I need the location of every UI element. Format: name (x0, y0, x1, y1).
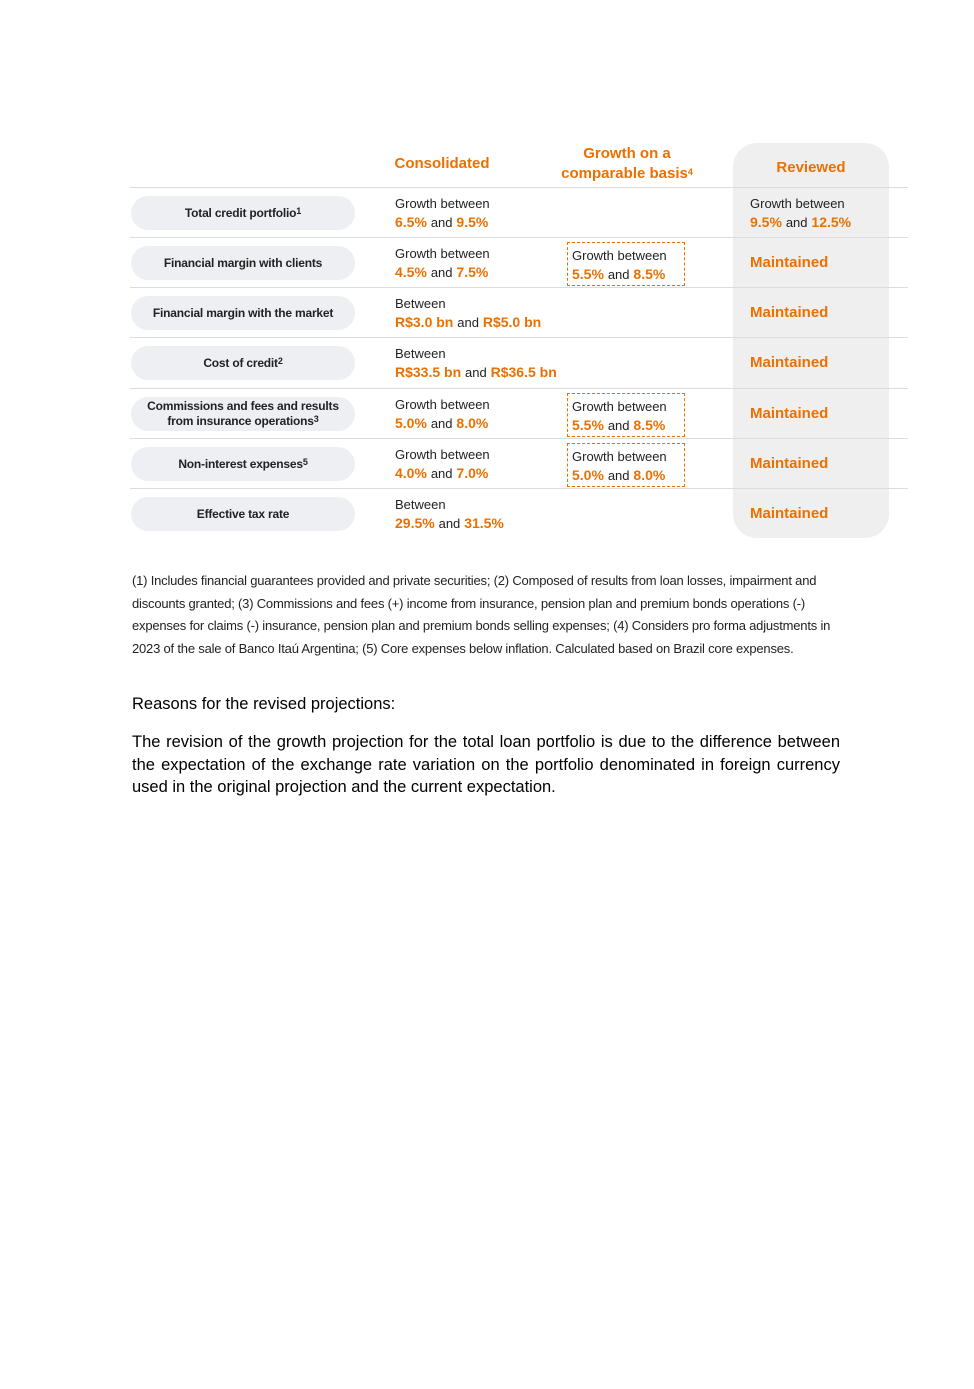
row-label: Financial margin with clients (131, 246, 355, 280)
table-row-commissions-fees (0, 389, 974, 439)
row-label: Effective tax rate (131, 497, 355, 531)
consolidated-value: Growth between 6.5% and 9.5% (395, 196, 490, 230)
comparable-value-box: Growth between 5.5% and 8.5% (567, 393, 685, 437)
reviewed-value: Maintained (750, 455, 829, 472)
comparable-value-box: Growth between 5.5% and 8.5% (567, 242, 685, 286)
reviewed-value: Growth between 9.5% and 12.5% (750, 196, 852, 230)
comparable-value-box: Growth between 5.0% and 8.0% (567, 443, 685, 487)
row-label: Total credit portfolio$^1$ (131, 196, 355, 230)
reasons-heading: Reasons for the revised projections: (132, 695, 396, 713)
footnotes: (1) Includes financial guarantees provided and private securities; (2) Composed of results from loan losses, impairment and discounts granted; (3) Commissions and fees (+) income from insurance, pension plan and premium bonds operations (-) expenses for claims (-) insurance, pension plan and premium bonds selling expenses; (4) Considers pro forma adjustments in 2023 of the sale of Banco Itaú Argentina; (5) Core expenses below inflation. Calculated based on Brazil core expenses. (132, 573, 831, 656)
reasons-paragraph: The revision of the growth projection for the total loan portfolio is due to the difference between the expectation of the exchange rate variation on the portfolio denominated in foreign currency used in the original projection and the current expectation. (132, 733, 840, 796)
header-comparable-basis: Growth on a comparable basis$^4$ (561, 145, 693, 182)
reviewed-value: Maintained (750, 304, 829, 321)
reviewed-value: Maintained (750, 505, 829, 522)
reviewed-value: Maintained (750, 405, 829, 422)
table-row-cost-of-credit (0, 338, 974, 388)
table-row-financial-margin-clients (0, 238, 974, 288)
table-row-financial-margin-market (0, 288, 974, 338)
table-row-total-credit-portfolio (0, 188, 974, 238)
consolidated-value: Between R$3.0 bn and R$5.0 bn (395, 296, 542, 330)
row-label: Financial margin with the market (131, 296, 355, 330)
row-label: Commissions and fees and results from insurance operations$^3$ (131, 397, 355, 431)
consolidated-value: Between R$33.5 bn and R$36.5 bn (395, 346, 557, 380)
guidance-table (0, 0, 974, 560)
reviewed-value: Maintained (750, 354, 829, 371)
row-label: Non-interest expenses$^5$ (131, 447, 355, 481)
consolidated-value: Growth between 4.5% and 7.5% (395, 246, 490, 280)
header-consolidated: Consolidated (394, 155, 490, 172)
consolidated-value: Growth between 4.0% and 7.0% (395, 447, 490, 481)
row-label: Cost of credit$^2$ (131, 346, 355, 380)
table-row-effective-tax-rate (0, 489, 974, 539)
consolidated-value: Growth between 5.0% and 8.0% (395, 397, 490, 431)
consolidated-value: Between 29.5% and 31.5% (395, 497, 504, 531)
header-reviewed: Reviewed (776, 159, 846, 176)
reviewed-value: Maintained (750, 254, 829, 271)
table-row-non-interest-expenses (0, 439, 974, 489)
